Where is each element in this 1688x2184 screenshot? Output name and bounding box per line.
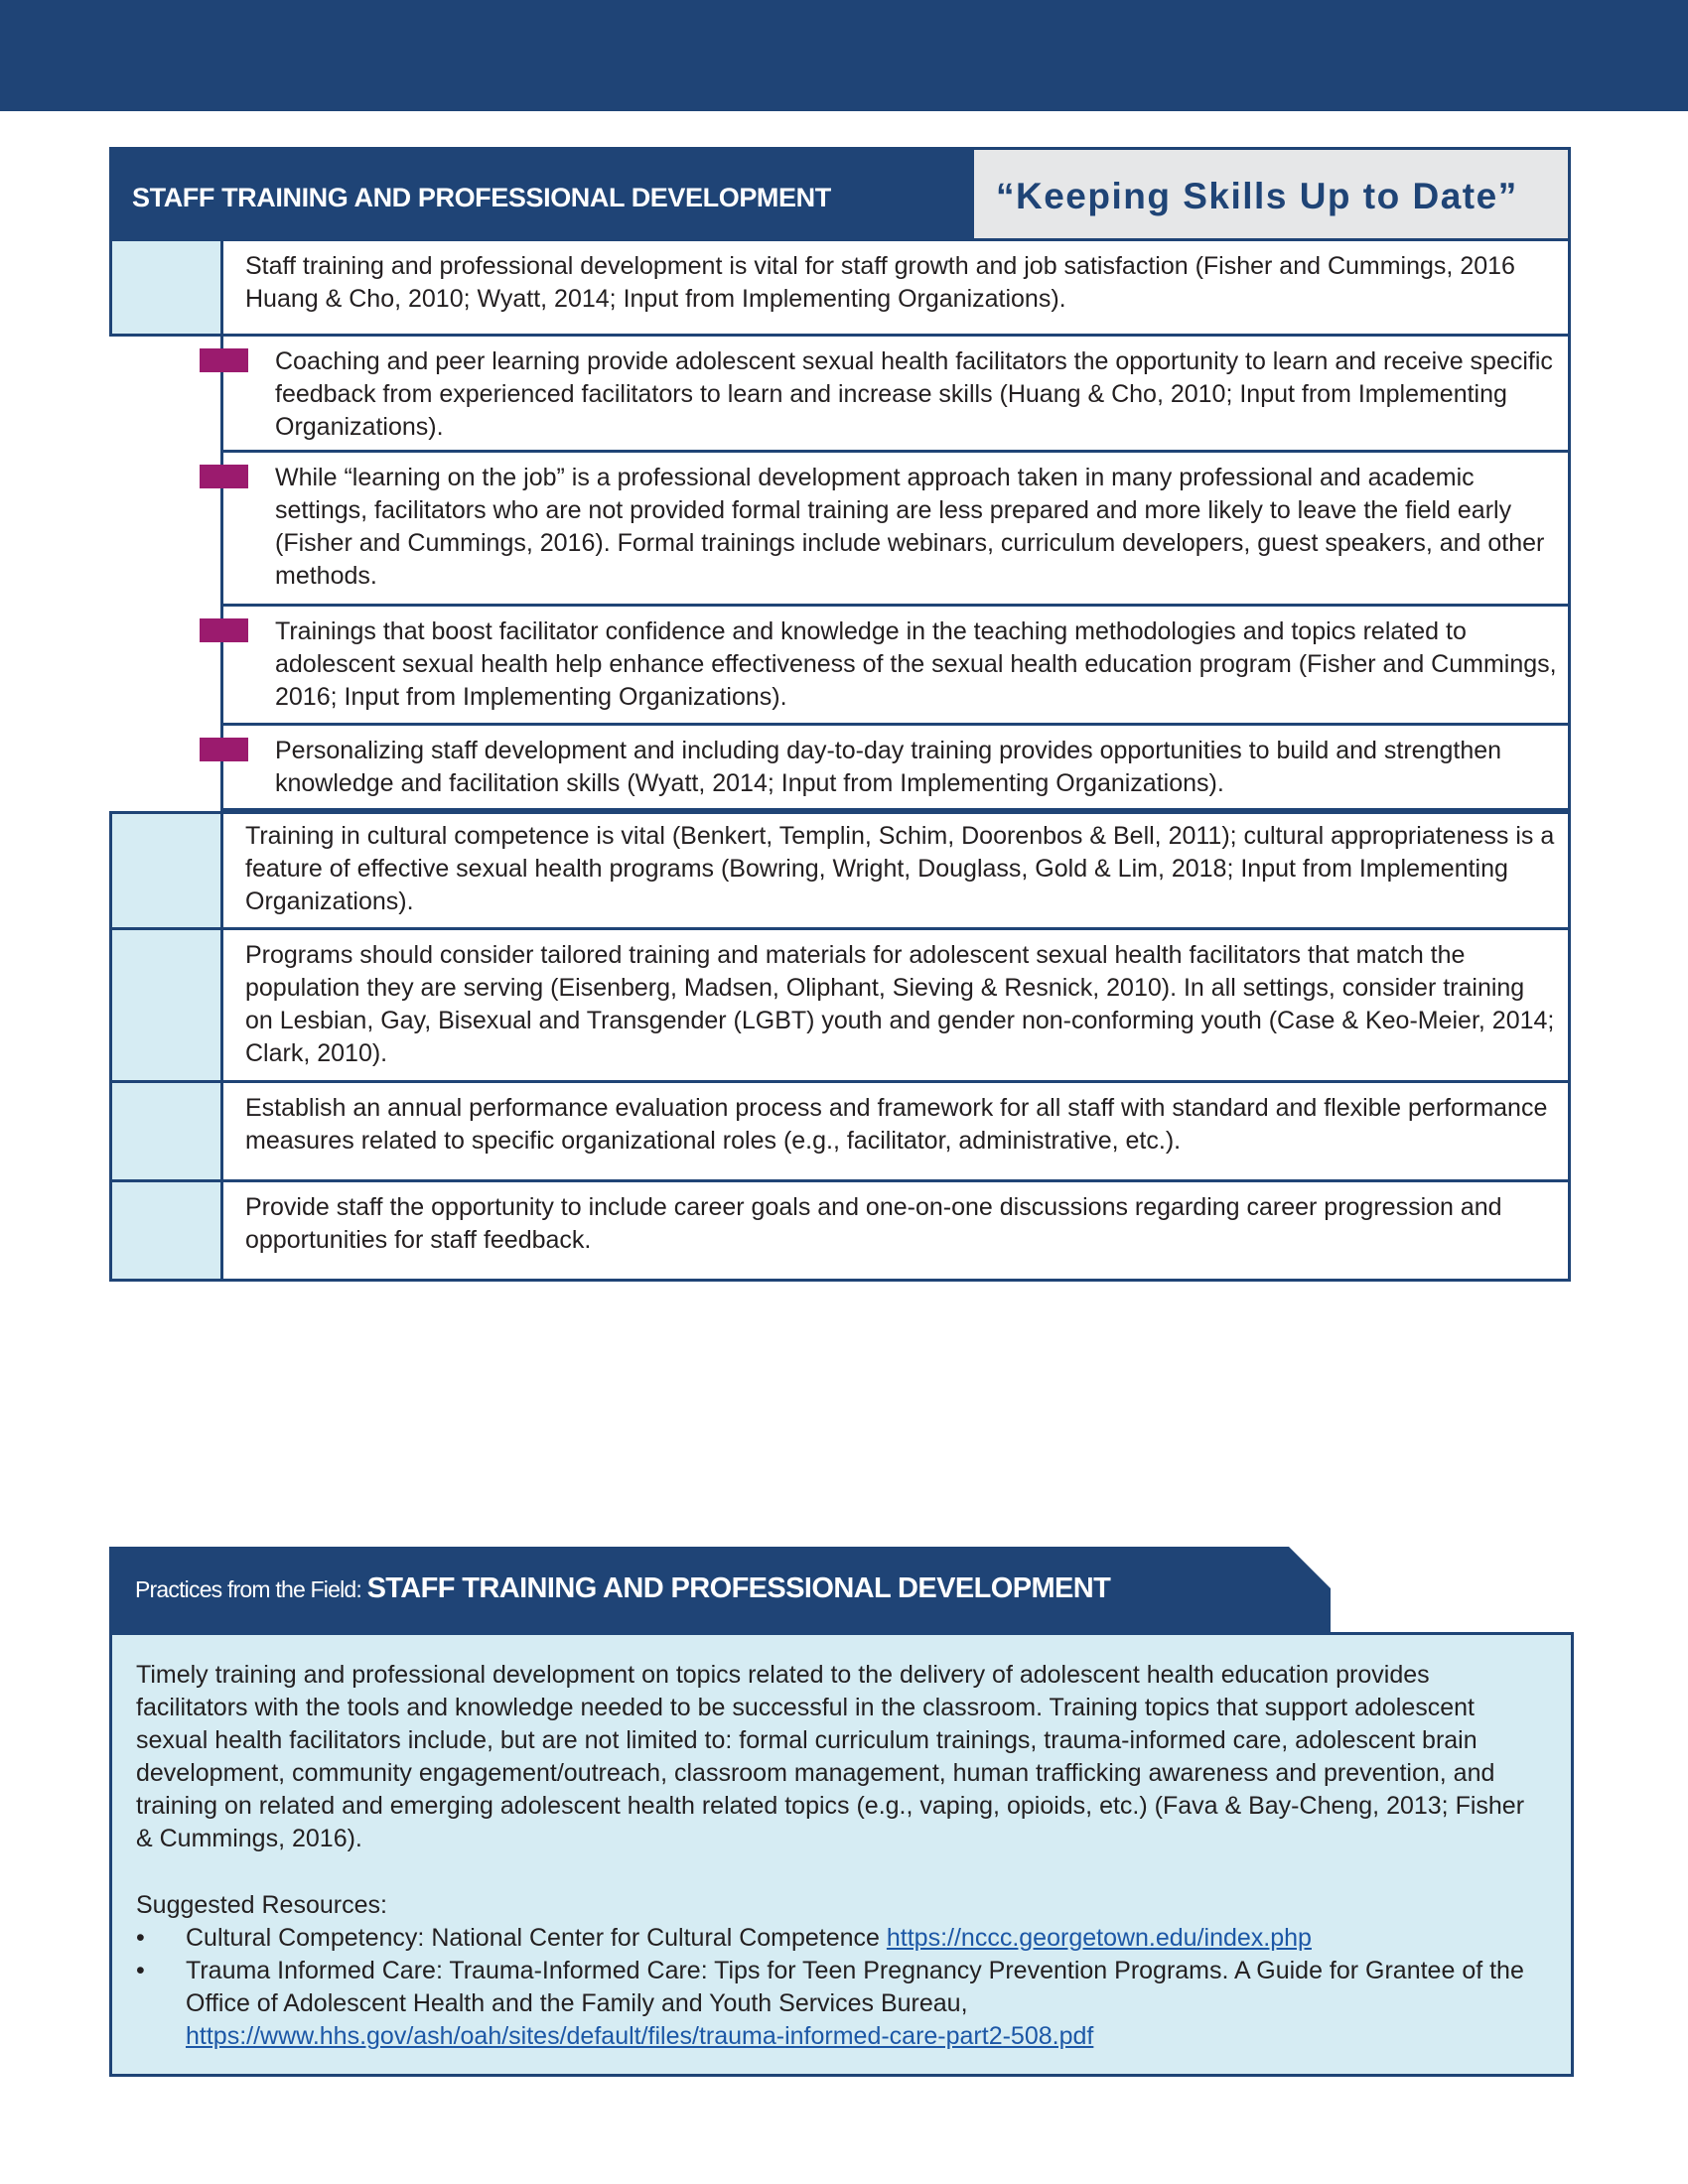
row-marker-cell	[109, 814, 223, 930]
list-item-text: Coaching and peer learning provide adolescent sexual health facilitators the opportunity to learn and receive specific feedback from experienced facilitators to learn and increase skills (Huang & Cho, 2010; Input from Implementing Organizations).	[275, 347, 1553, 441]
resource-link[interactable]: https://www.hhs.gov/ash/oah/sites/default/files/trauma-informed-care-part2-508.pdf	[186, 2022, 1094, 2050]
list-item	[109, 453, 1571, 607]
list-item	[136, 1955, 1546, 2053]
bullet-marker	[200, 348, 248, 372]
bullet-marker	[200, 618, 248, 642]
row-text: Staff training and professional development is vital for staff growth and job satisfaction (Fisher and Cummings, 2016 Huang & Cho, 2010; Wyatt, 2014; Input from Implementing Organizations).	[245, 252, 1515, 313]
row-text: Training in cultural competence is vital (Benkert, Templin, Schim, Doorenbos & Bell, 2011); cultural appropriateness is a feature of effective sexual health programs (Bowring, Wright, Douglass, Gold & Lim, 2018; Input from Implementing Organizations).	[245, 822, 1555, 915]
top-banner	[0, 0, 1688, 111]
row-marker-cell	[109, 1182, 223, 1282]
list-item	[109, 726, 1571, 811]
row-marker-cell	[109, 1083, 223, 1182]
table-row	[109, 241, 1571, 337]
bullet-marker	[200, 465, 248, 488]
bullet-marker	[200, 738, 248, 761]
row-text: Provide staff the opportunity to include career goals and one-on-one discussions regarding career progression and opportunities for staff feedback.	[245, 1193, 1502, 1254]
practices-box	[109, 1632, 1574, 2077]
resource-text: Cultural Competency: National Center for Cultural Competence	[186, 1924, 887, 1952]
row-marker-cell	[109, 930, 223, 1083]
row-marker-cell	[109, 241, 223, 337]
section-tagline: “Keeping Skills Up to Date”	[974, 150, 1568, 238]
practices-header-tab	[109, 1547, 1331, 1632]
list-item	[109, 607, 1571, 726]
row-text: Establish an annual performance evaluation process and framework for all staff with standard and flexible performance measures related to specific organizational roles (e.g., facilitator, administrative, etc.).	[245, 1094, 1548, 1155]
list-item	[109, 337, 1571, 453]
recommendations-table	[109, 147, 1571, 1308]
table-header	[109, 147, 1571, 241]
table-row	[109, 1083, 1571, 1182]
practices-title	[135, 1572, 1110, 1605]
table-row	[109, 1182, 1571, 1282]
list-item-text: Personalizing staff development and including day-to-day training provides opportunities to build and strengthen knowledge and facilitation skills (Wyatt, 2014; Input from Implementing Organizations).	[275, 737, 1502, 797]
resources-heading: Suggested Resources:	[136, 1891, 387, 1919]
table-row	[109, 930, 1571, 1083]
practices-heading: STAFF TRAINING AND PROFESSIONAL DEVELOPMENT	[366, 1572, 1111, 1604]
resource-text: Trauma Informed Care: Trauma-Informed Care: Tips for Teen Pregnancy Prevention Programs. A Guide for Grantee of the Office of Adolescent Health and the Family and Youth Services Bureau,	[186, 1957, 1524, 2017]
bullet-icon: •	[136, 1924, 145, 1952]
resources-section	[136, 1889, 1546, 2053]
row-text: Programs should consider tailored training and materials for adolescent sexual health facilitators that match the population they are serving (Eisenberg, Madsen, Oliphant, Sieving & Resnick, 2010). In all settings, consider training on Lesbian, Gay, Bisexual and Transgender (LGBT) youth and gender non-conforming youth (Case & Keo-Meier, 2014; Clark, 2010).	[245, 941, 1555, 1067]
list-item	[136, 1922, 1546, 1955]
list-item-text: Trainings that boost facilitator confidence and knowledge in the teaching methodologies and topics related to adolescent sexual health help enhance effectiveness of the sexual health education program (Fisher and Cummings, 2016; Input from Implementing Organizations).	[275, 617, 1557, 711]
section-title: STAFF TRAINING AND PROFESSIONAL DEVELOPMENT	[112, 150, 974, 238]
table-row	[109, 811, 1571, 930]
bullet-icon: •	[136, 1957, 145, 1984]
practices-paragraph: Timely training and professional development on topics related to the delivery of adolescent health education provides facilitators with the tools and knowledge needed to be successful in the classroom. Training topics that support adolescent sexual health facilitators include, but are not limited to: formal curriculum trainings, trauma-informed care, adolescent brain development, community engagement/outreach, classroom management, human trafficking awareness and prevention, and training on related and emerging adolescent health related topics (e.g., vaping, opioids, etc.) (Fava & Bay-Cheng, 2013; Fisher & Cummings, 2016).	[136, 1661, 1525, 1852]
resource-link[interactable]: https://nccc.georgetown.edu/index.php	[886, 1924, 1312, 1952]
practices-prefix: Practices from the Field:	[135, 1576, 367, 1602]
list-item-text: While “learning on the job” is a professional development approach taken in many professional and academic settings, facilitators who are not provided formal training are less prepared and more likely to leave the field early (Fisher and Cummings, 2016). Formal trainings include webinars, curriculum developers, guest speakers, and other methods.	[275, 464, 1545, 590]
